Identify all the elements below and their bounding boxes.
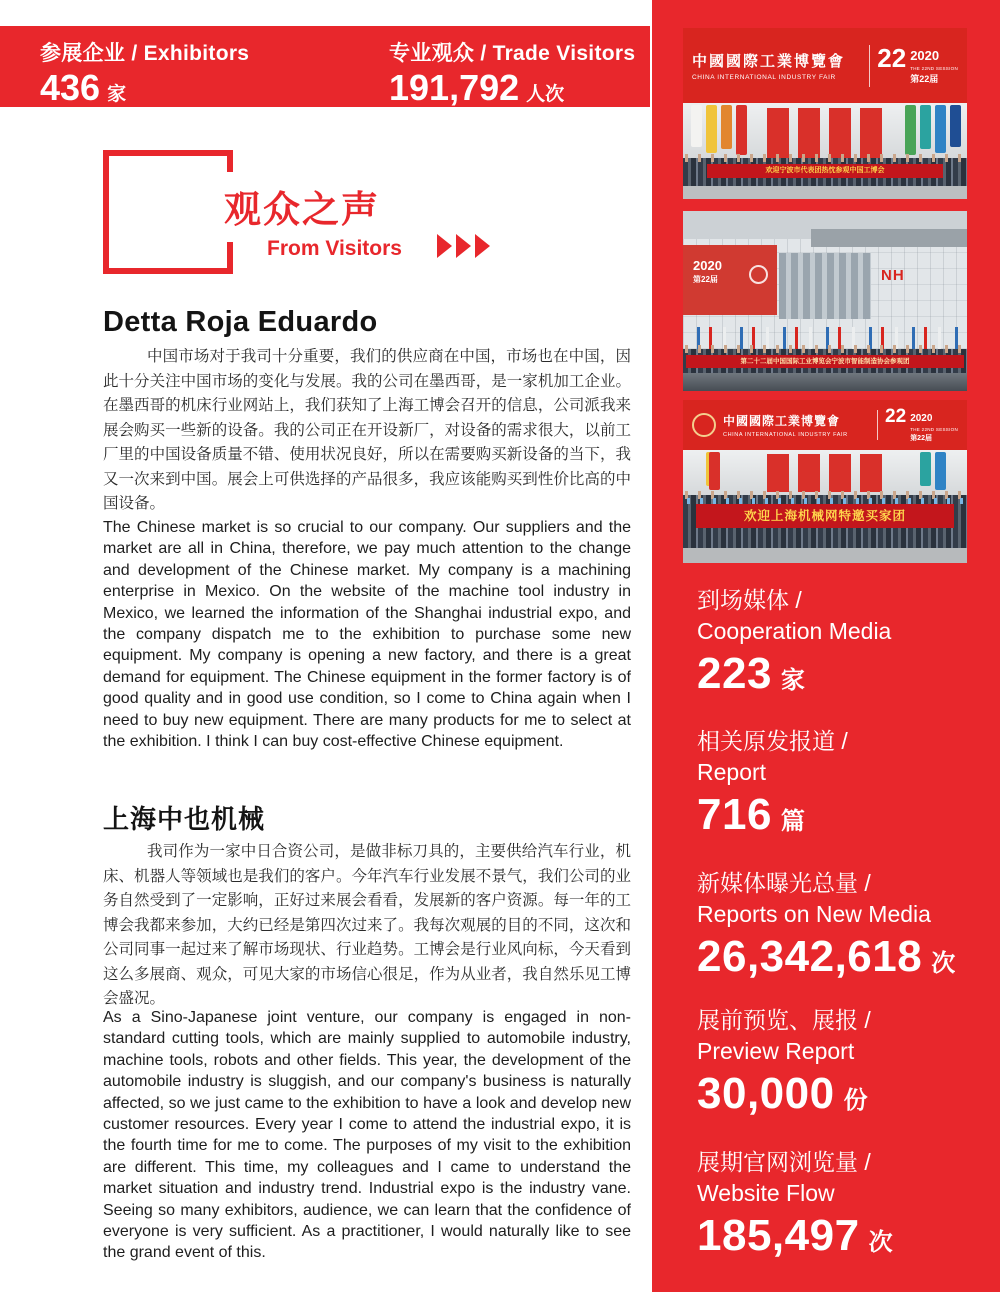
- trade-visitors-unit: 人次: [526, 84, 565, 105]
- session-year-column: [910, 408, 958, 443]
- session-badge: [877, 42, 958, 85]
- banner-sail-icon: [920, 452, 931, 486]
- stat-website-flow: [697, 1147, 893, 1258]
- arrow-icon: [475, 234, 490, 258]
- fair-name-zh: 中國國際工業博覽會: [692, 53, 846, 70]
- fair-logo-icon: [692, 413, 716, 437]
- stat-value-row: [697, 932, 956, 981]
- header-divider: [869, 45, 870, 87]
- photo1-fair-header: [683, 28, 967, 103]
- stat-label-en: Website Flow: [697, 1180, 835, 1206]
- session-label-en: THE 22ND SESSION: [910, 65, 958, 71]
- visitor-1-paragraph-en: The Chinese market is so crucial to our company. Our suppliers and the market are all in China, therefore, we pay much attention to the change and development of the Chinese market. My company is a machining enterprise in Mexico. On the website of the machine tool industry in Mexico, we learned the information of the Shanghai industrial expo, and the company dispatch me to the exhibition to purchase some new equipment. My company is opening a new factory, and there is a great demand for equipment. The Chinese equipment in the former factory is of good quality and in good use condition, so I come to China again when I need to buy new equipment. There are many products for me to select at the exhibition. I think I can buy cost-effective Chinese equipment.: [103, 519, 631, 751]
- arrow-icon: [437, 234, 452, 258]
- banner-sail-icon: [920, 105, 931, 149]
- photo1-pavement: [683, 186, 967, 199]
- exhibitors-value-row: [40, 67, 249, 108]
- stat-new-media-reports: [697, 868, 955, 979]
- stat-label-zh: 展期官网浏览量 /: [697, 1149, 871, 1175]
- banner-sail-icon: [905, 105, 916, 155]
- photo2-crowd-banner: 第二十二届中国国际工业博览会宁波市智能制造协会参观团: [686, 355, 964, 368]
- stat-value-row: [697, 1211, 893, 1260]
- banner-sail-icon: [935, 105, 946, 153]
- title-frame-decoration: [103, 150, 233, 274]
- summary-banner: [0, 26, 650, 107]
- stat-unit: 次: [931, 950, 956, 977]
- stat-label-en: Reports on New Media: [697, 901, 931, 927]
- banner-sail-icon: [721, 105, 732, 149]
- ciif-letters-structure: [767, 108, 889, 158]
- session-year-column: [910, 47, 958, 85]
- stat-report: [697, 726, 848, 837]
- section-heading-visitor-2: 上海中也机械: [103, 804, 266, 834]
- stat-value-row: [697, 649, 891, 698]
- building-sign: NH: [881, 267, 905, 284]
- stat-preview-report: [697, 1005, 871, 1116]
- page-title: 观众之声: [224, 189, 380, 230]
- stat-label-en: Cooperation Media: [697, 618, 892, 644]
- triple-arrow-icon: [437, 234, 494, 258]
- stat-unit: 份: [843, 1087, 868, 1114]
- session-label-en: THE 22ND SESSION: [910, 426, 958, 432]
- group-photo-3: [683, 400, 967, 563]
- banner-sail-icon: [950, 105, 961, 147]
- photo1-crowd-banner: 欢迎宁波市代表团热忱参观中国工博会: [707, 164, 943, 178]
- stat-cooperation-media: [697, 585, 891, 696]
- photo2-pavement: [683, 373, 967, 391]
- exhibitors-stat: [40, 37, 249, 106]
- banner-sail-icon: [706, 105, 717, 153]
- visitor-2-paragraph-en: As a Sino-Japanese joint venture, our company is engaged in non-standard cutting tools, which are mainly supplied to automobile industry, machine tools, robots and other fields. This year, the development of the automobile industry is sluggish, and our company's business is naturally affected, so we just came to the exhibition to have a look and develop new customer resources. Every year I come to attend the industrial expo, it is the fourth time for me to come. The purposes of my visit to the exhibition are different. This time, my colleagues and I came to understand the market situation and industry trend. Industrial expo is the industry vane. Seeing so many exhibitors, audience, we can learn that the confidence of everyone is very sufficient. As a practitioner, I would naturally like to see the grand event of this.: [103, 1009, 631, 1262]
- stat-label-en: Preview Report: [697, 1038, 855, 1064]
- stat-value-row: [697, 1069, 871, 1118]
- stat-value-row: [697, 790, 848, 839]
- stat-unit: 次: [868, 1229, 893, 1256]
- photo2-red-wall: [683, 245, 777, 315]
- session-year: 2020: [910, 412, 933, 424]
- group-photo-1: [683, 28, 967, 199]
- session-badge: [885, 405, 958, 443]
- session-zh: 第22届: [910, 73, 939, 84]
- photo1-fair-title-block: [692, 50, 862, 81]
- stat-value: 185,497: [697, 1211, 860, 1260]
- stat-unit: 家: [780, 667, 805, 694]
- stat-label-en: Report: [697, 759, 767, 785]
- fair-name-en: CHINA INTERNATIONAL INDUSTRY FAIR: [723, 432, 848, 438]
- banner-sail-icon: [935, 452, 946, 490]
- session-year: 2020: [910, 47, 940, 63]
- arrow-icon: [456, 234, 471, 258]
- photo2-glass-wall: [779, 253, 871, 319]
- stat-value: 26,342,618: [697, 932, 923, 981]
- stat-value: 223: [697, 649, 772, 698]
- group-photo-2: [683, 211, 967, 391]
- stat-label-zh: 展前预览、展报 /: [697, 1007, 871, 1033]
- session-zh: 第22届: [910, 434, 932, 442]
- photo3-fair-title-block: [723, 412, 870, 438]
- stat-value: 30,000: [697, 1069, 835, 1118]
- visitor-2-paragraph-zh: 我司作为一家中日合资公司，是做非标刀具的，主要供给汽车行业，机床、机器人等领域也是我们的客户。今年汽车行业发展不景气，我们公司的业务自然受到了一定影响，正好过来展会看看，发展新的客户资源。每一年的工博会我都来参加，大约已经是第四次过来了。我每次观展的目的不同，这次和公司同事一起过来了解市场现状、行业趋势。工博会是行业风向标，今天看到这么多展商、观众，可见大家的市场信心很足，作为从业者，我自然乐见工博会盛况。: [103, 843, 631, 1007]
- fair-name-en: CHINA INTERNATIONAL INDUSTRY FAIR: [692, 74, 836, 81]
- trade-visitors-stat: [389, 37, 635, 106]
- banner-sail-icon: [736, 105, 747, 155]
- visitor-1-paragraph-zh: 中国市场对于我司十分重要，我们的供应商在中国，市场也在中国，因此十分关注中国市场的变化与发展。我的公司在墨西哥，是一家机加工企业。在墨西哥的机床行业网站上，我们获知了上海工博会召开的信息，公司派我来展会购买一些新的设备。我的公司正在开设新厂，对设备的需求很大，以前工厂里的中国设备质量不错、使用状况良好，所以在需要购买新设备的当下，我又一次来到中国。展会上可供选择的产品很多，我应该能购买到性价比高的中国设备。: [103, 348, 631, 512]
- page-subtitle: From Visitors: [267, 237, 402, 260]
- photo3-entrance-scene: [683, 450, 967, 495]
- section-heading-visitor-1: Detta Roja Eduardo: [103, 306, 378, 338]
- stat-value: 716: [697, 790, 772, 839]
- photo2-roof: [811, 229, 967, 247]
- wall-year: 2020: [693, 258, 722, 273]
- trade-visitors-value-row: [389, 67, 635, 108]
- exhibitors-label: 参展企业 / Exhibitors: [40, 42, 250, 65]
- fair-name-zh: 中國國際工業博覽會: [723, 414, 841, 428]
- stat-label-zh: 到场媒体 /: [697, 587, 802, 613]
- wall-session: 第22届: [693, 275, 718, 284]
- sidebar: [652, 0, 1000, 1292]
- stat-label-zh: 新媒体曝光总量 /: [697, 870, 871, 896]
- photo1-entrance-scene: [683, 103, 967, 160]
- photo3-crowd-banner: 欢迎上海机械网特邀买家团: [696, 504, 954, 528]
- stat-label-zh: 相关原发报道 /: [697, 728, 848, 754]
- header-divider: [877, 410, 878, 440]
- trade-visitors-value: 191,792: [389, 67, 520, 108]
- trade-visitors-label: 专业观众 / Trade Visitors: [389, 42, 636, 65]
- exhibitors-value: 436: [40, 67, 101, 108]
- ciif-letters-structure: [767, 454, 889, 492]
- banner-sail-icon: [709, 452, 720, 490]
- photo3-pavement: [683, 548, 967, 563]
- wall-logo-ring-icon: [749, 265, 768, 284]
- session-number: 22: [877, 42, 907, 73]
- photo3-fair-header: [683, 400, 967, 450]
- stat-unit: 篇: [780, 808, 805, 835]
- exhibitors-unit: 家: [107, 84, 127, 105]
- banner-sail-icon: [691, 105, 702, 147]
- session-number: 22: [885, 405, 907, 427]
